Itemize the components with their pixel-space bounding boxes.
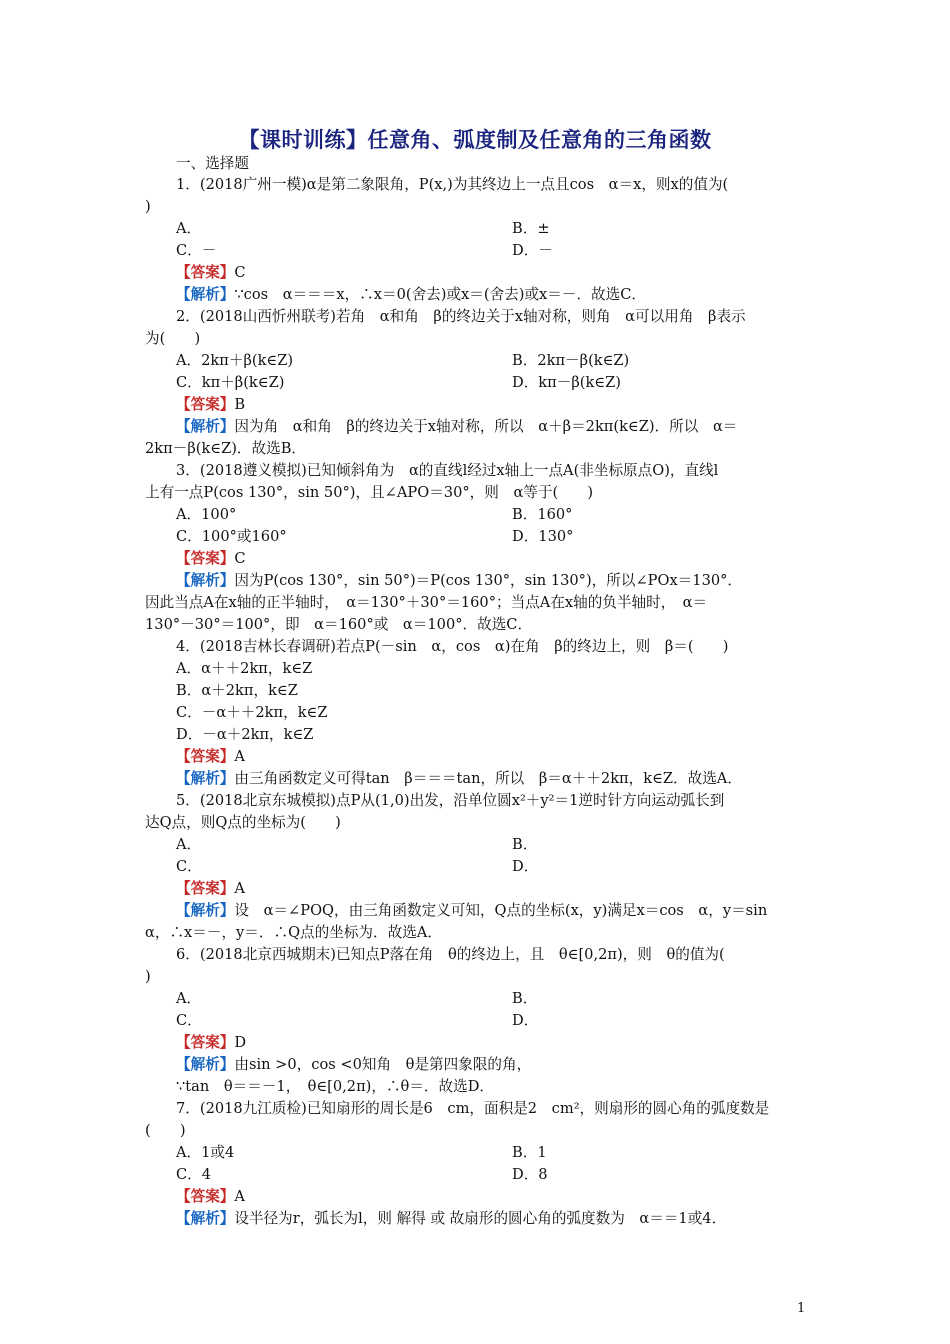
answer-label: 【答案】: [176, 1034, 235, 1051]
q6-analysis-cont: ∵tan θ＝＝－1， θ∈[0,2π)，∴θ＝．故选D．: [176, 1078, 495, 1095]
answer-value: D: [234, 1034, 247, 1051]
question-6-stem: 6．(2018北京西城期末)已知点P落在角 θ的终边上，且 θ∈[0,2π)，则 θ的值为(: [176, 946, 725, 963]
q2-analysis-cont: 2kπ－β(k∈Z)．故选B．: [145, 440, 307, 457]
analysis-label: 【解析】: [176, 770, 235, 787]
analysis-label: 【解析】: [176, 1210, 235, 1227]
q2-option-d: D．kπ－β(k∈Z): [512, 374, 621, 391]
q2-option-c: C．kπ＋β(k∈Z): [176, 374, 285, 391]
q3-analysis: [176, 572, 742, 590]
question-2-stem-cont: 为( ): [145, 330, 201, 347]
question-3-stem: 3．(2018遵义模拟)已知倾斜角为 α的直线l经过x轴上一点A(非坐标原点O)，直线l: [176, 462, 719, 479]
q4-option-a: A．α＋＋2kπ，k∈Z: [176, 660, 313, 677]
q2-analysis: [176, 418, 737, 436]
answer-value: A: [234, 748, 245, 765]
q2-option-a: A．2kπ＋β(k∈Z): [176, 352, 294, 369]
analysis-label: 【解析】: [176, 418, 235, 435]
document-title: 【课时训练】任意角、弧度制及任意角的三角函数: [238, 128, 712, 152]
question-5-stem: 5．(2018北京东城模拟)点P从(1,0)出发，沿单位圆x²＋y²＝1逆时针方向运动弧长到: [176, 792, 725, 809]
q5-option-b: B．: [512, 836, 538, 853]
q6-analysis: [176, 1056, 531, 1074]
answer-value: B: [234, 396, 246, 413]
q3-option-c: C．100°或160°: [176, 528, 287, 545]
q5-option-d: D．: [512, 858, 539, 875]
analysis-text: ∵cos α＝＝＝x，∴x＝0(舍去)或x＝(舍去)或x＝－．故选C．: [234, 286, 647, 303]
question-6-stem-cont: ): [145, 968, 151, 985]
q1-analysis: [176, 286, 646, 304]
analysis-label: 【解析】: [176, 286, 235, 303]
q4-answer: [176, 748, 245, 766]
answer-label: 【答案】: [176, 880, 235, 897]
q7-option-b: B．1: [512, 1144, 547, 1161]
question-7-stem: 7．(2018九江质检)已知扇形的周长是6 cm，面积是2 cm²，则扇形的圆心角的弧度数是: [176, 1100, 770, 1117]
answer-value: A: [234, 1188, 245, 1205]
q2-option-b: B．2kπ－β(k∈Z): [512, 352, 630, 369]
q6-option-a: A．: [176, 990, 202, 1007]
question-1-stem: 1．(2018广州一模)α是第二象限角，P(x,)为其终边上一点且cos α＝x，则x的值为(: [176, 176, 729, 193]
question-1-stem-cont: ): [145, 198, 151, 215]
q1-option-d: D．－: [512, 242, 553, 259]
q4-option-b: B．α＋2kπ，k∈Z: [176, 682, 298, 699]
analysis-text: 由三角函数定义可得tan β＝＝＝tan，所以 β＝α＋＋2kπ，k∈Z．故选A．: [234, 770, 742, 787]
analysis-text: 设半径为r，弧长为l，则 解得 或 故扇形的圆心角的弧度数为 α＝＝1或4．: [234, 1210, 727, 1227]
q3-option-a: A．100°: [176, 506, 237, 523]
q4-analysis: [176, 770, 742, 788]
section-heading: 一、选择题: [176, 155, 249, 172]
q7-answer: [176, 1188, 245, 1206]
question-2-stem: 2．(2018山西忻州联考)若角 α和角 β的终边关于x轴对称，则角 α可以用角 β表示: [176, 308, 746, 325]
q6-option-d: D．: [512, 1012, 539, 1029]
q2-answer: [176, 396, 245, 414]
analysis-label: 【解析】: [176, 902, 235, 919]
q3-answer: [176, 550, 246, 568]
page-number: 1: [797, 1301, 806, 1316]
answer-label: 【答案】: [176, 264, 235, 281]
analysis-label: 【解析】: [176, 572, 235, 589]
q7-option-a: A．1或4: [176, 1144, 235, 1161]
answer-label: 【答案】: [176, 748, 235, 765]
answer-label: 【答案】: [176, 396, 235, 413]
q7-option-c: C．4: [176, 1166, 212, 1183]
answer-label: 【答案】: [176, 550, 235, 567]
q7-analysis: [176, 1210, 726, 1228]
q1-option-c: C．－: [176, 242, 217, 259]
question-3-stem-cont: 上有一点P(cos 130°，sin 50°)，且∠APO＝30°，则 α等于( ): [145, 484, 594, 501]
question-4-stem: 4．(2018吉林长春调研)若点P(－sin α，cos α)在角 β的终边上，则 β＝( ): [176, 638, 729, 655]
answer-value: C: [234, 264, 246, 281]
answer-value: C: [234, 550, 246, 567]
q3-option-b: B．160°: [512, 506, 573, 523]
question-5-stem-cont: 达Q点，则Q点的坐标为( ): [145, 814, 341, 831]
q6-option-b: B．: [512, 990, 538, 1007]
q7-option-d: D．8: [512, 1166, 548, 1183]
answer-label: 【答案】: [176, 1188, 235, 1205]
q1-option-a: A．: [176, 220, 202, 237]
q3-option-d: D．130°: [512, 528, 574, 545]
q1-answer: [176, 264, 246, 282]
q5-option-a: A．: [176, 836, 202, 853]
q5-analysis-cont: α，∴x＝－，y＝．∴Q点的坐标为．故选A．: [145, 924, 442, 941]
question-7-stem-cont: ( ): [145, 1122, 186, 1139]
analysis-text: 因为角 α和角 β的终边关于x轴对称，所以 α＋β＝2kπ(k∈Z)．所以 α＝: [234, 418, 738, 435]
q5-answer: [176, 880, 245, 898]
q3-analysis-cont-1: 因此当点A在x轴的正半轴时， α＝130°＋30°＝160°；当点A在x轴的负半轴时， α＝: [145, 594, 708, 611]
analysis-label: 【解析】: [176, 1056, 235, 1073]
analysis-text: 因为P(cos 130°，sin 50°)＝P(cos 130°，sin 130°)，所以∠POx＝130°．: [234, 572, 743, 589]
q4-option-d: D．－α＋2kπ，k∈Z: [176, 726, 314, 743]
q4-option-c: C．－α＋＋2kπ，k∈Z: [176, 704, 328, 721]
analysis-text: 由sin >0，cos <0知角 θ是第四象限的角，: [234, 1056, 532, 1073]
q5-option-c: C．: [176, 858, 202, 875]
answer-value: A: [234, 880, 245, 897]
q5-analysis: [176, 902, 767, 920]
q6-answer: [176, 1034, 246, 1052]
analysis-text: 设 α＝∠POQ，由三角函数定义可知，Q点的坐标(x，y)满足x＝cos α，y＝sin: [234, 902, 768, 919]
q3-analysis-cont-2: 130°－30°＝100°，即 α＝160°或 α＝100°．故选C．: [145, 616, 533, 633]
q1-option-b: B．±: [512, 220, 550, 237]
q6-option-c: C．: [176, 1012, 202, 1029]
